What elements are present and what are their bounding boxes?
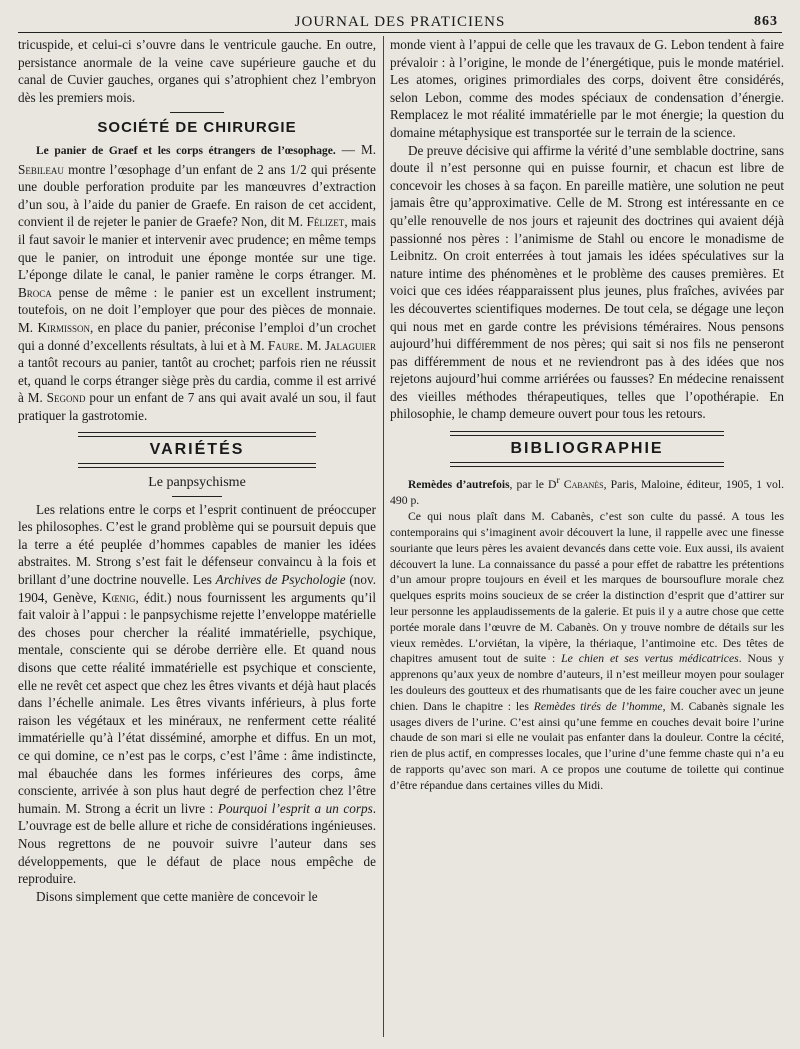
surgeon-name: Jalaguier — [324, 337, 376, 353]
paragraph: De preuve décisive qui affirme la vérité d’une semblable doctrine, sans doute il n’est personne qui en puisse fournir, et chacun est libre de concevoir les choses à sa façon. En pareille matière, une solution ne peut jamais être qu’approximative. Celle de M. Strong est intéressante en ce qu’elle renouvelle de nos jours et rajeunit des doctrines qui avaient déjà passionné nos pères : l’animisme de Stahl ou encore le monadisme de Leibnitz. On croit enterrées à tout jamais les idées spéculatives sur la nature intime des phénomènes et le problème des causes premières. Et voici que ces idées réapparaissent plus jeunes, plus fraîches, avivées par les découvertes scientifiques modernes. De tout cela, se dégage une leçon qui nous met en garde contre les prévisions téméraires. Nous pensons aujourd’hui différemment de nos pères; qui sait si nos fils ne penseront pas différemment de nous et ne reviendront pas à des idées que nos rejetons aujourd’hui comme arriérées ou fausses? En médecine renaissent des vieilles méthodes thérapeutiques, telles que l’opothérapie. En philosophie, le champ demeure ouvert pour tous les retours. — [390, 142, 784, 422]
double-rule — [450, 431, 724, 436]
text-run: . Nous y apprenons qu’aux yeux de nombre d’auteurs, il n’est meilleur moyen pour soulager les douleurs des goutteux et des rhumatisants que de les faire coucher avec un jeune chien. Dans le chapitre : les — [390, 652, 784, 713]
page-number: 863 — [754, 14, 778, 29]
text-run: a tantôt recours au panier, tantôt au crochet; parfois rien ne réussit et, quand le corps étranger siège près du cardia, comme il est arrivé à M. — [18, 355, 376, 406]
surgeon-name: Faure — [267, 337, 300, 353]
text-run: r — [556, 474, 560, 486]
text-run: , par le D — [509, 477, 557, 491]
section-title-surgery: SOCIÉTÉ DE CHIRURGIE — [97, 119, 297, 137]
author-name: Cabanès — [563, 477, 604, 491]
double-rule — [78, 463, 316, 468]
surgeon-name: Broca — [18, 284, 52, 300]
text-run: . L’ouvrage est de belle allure et riche de considérations ingénieuses. Nous regrettons de ne pouvoir suivre l’auteur dans ses développements, que le défaut de place nous empêche de reproduire. — [18, 800, 376, 887]
surgery-paragraph — [18, 141, 376, 425]
chapter-title: Le chien et ses vertus médicatrices — [561, 652, 739, 666]
book-title: Pourquoi l’esprit a un corps — [217, 800, 373, 816]
left-column — [18, 36, 376, 1037]
text-run: . M. — [299, 337, 325, 353]
text-run: , M. Cabanès signale les usages divers de l’urine. C’est ainsi qu’une femme en couches devait boire l’urine chaude de son mari si elle ne voulait pas enfanter dans la douleur. Contre la cécité, rien de plus actif, en compresses locales, que l’urine d’une femme chaste qui n’a eu de rapports qu’avec son mari. A ce propos une coutume de toilette qui continue d’être répandue dans certaines villes du Midi. — [390, 699, 784, 792]
article-title — [18, 474, 376, 497]
article-paragraph: Disons simplement que cette manière de concevoir le — [36, 888, 318, 904]
text-run: — M. — [335, 141, 376, 157]
section-title-bibliographie: BIBLIOGRAPHIE — [510, 440, 664, 458]
book-citation — [390, 473, 784, 509]
running-header — [18, 10, 782, 33]
section-title-varietes: VARIÉTÉS — [149, 441, 245, 459]
text-run: , Paris, Maloine, éditeur, 1905, 1 vol. 490 p. — [390, 477, 784, 508]
article-title-text: Le panpsychisme — [148, 475, 246, 491]
review-paragraph — [390, 509, 784, 793]
book-title: Remèdes d’autrefois — [408, 478, 510, 491]
paragraph: tricuspide, et celui-ci s’ouvre dans le ventricule gauche. En outre, persistance anormale de la veine cave supérieure gauche et du canal de Cuvier gauches, organes qui s’atrophient chez l’embryon dès les premiers mois. — [18, 37, 376, 105]
text-run: , en place du panier, préconise l’emploi d’un crochet qui a donné d’excellents résultats, à lui et à M. — [18, 319, 376, 353]
double-rule — [450, 462, 724, 467]
chapter-title: Remèdes tirés de l’homme — [533, 699, 663, 713]
journal-title: JOURNAL DES PRATICIENS — [294, 14, 506, 30]
section-separator — [170, 112, 224, 113]
title-underline — [172, 496, 222, 497]
text-run: , édit.) nous fournissent les arguments qu’il fait valoir à l’appui : le panpsychisme rejette l’enveloppe matérielle des choses pour chercher la réalité immatérielle, psychique, mentale, consciente qui se dérobe derrière elle. Et quand nous disons que cette réalité immatérielle est psychique et consciente, elle ne revêt cet aspect que chez les êtres vivants et déjà haut placés dans l’échelle animale. Les êtres vivants inférieurs, à plus forte raison les végétaux et les minéraux, ne renferment cette réalité immatérielle qu’à l’état disséminé, amorphe et diffus. En un mot, ce qui domine, ce n’est pas le corps, c’est l’âme : âme indistincte, mal ébauchée dans les formes inférieures des corps, âme consciente, arrivée à son plus haut degré de perfection chez l’être humain. M. Strong a écrit un livre : — [18, 589, 376, 816]
surgery-lead: Le panier de Graef et les corps étrangers de l’œsophage. — [36, 144, 336, 157]
text-run: pour un enfant de 7 ans qui avait avalé un sou, il faut pratiquer la gastrotomie. — [18, 390, 376, 423]
text-run: pense de même : le panier est un excellent instrument; toutefois, on ne doit l’employer que pour des pièces de monnaie. M. — [18, 284, 376, 335]
bibliographie-banner — [390, 431, 784, 467]
column-divider — [383, 36, 384, 1037]
text-run: Ce qui nous plaît dans M. Cabanès, c’est son culte du passé. A tous les contemporains qui s’imaginent avoir découvert la lune, il rappelle avec une finesse souriante que leurs pères les avaient devancés dans cette voie. Eux aussi, ils avaient découvert la lune. La connaissance du passé a pour effet de rabattre les prétentions d’un amour propre toujours en éveil et les marques de boursouflure morale chez quelques esprits moins soucieux de se créer la distinction d’esprit que d’attirer sur leur personne les applaudissements de la galerie. Et puis il y a autre chose que cette portée morale dans l’œuvre de M. Cabanès. On y trouve nombre de détails sur les vieux remèdes. L’orviétan, la vipère, la thériaque, l’antimoine etc. Des têtes de chapitres amusent tout de suite : — [390, 510, 784, 666]
text-run: Les relations entre le corps et l’esprit continuent de préoccuper les philosophes. C’est le grand problème qui se poursuit depuis que la terre a été peuplée d’hommes capables de manier les idées abstraites. M. Strong s’est fait le défenseur convaincu à la fois et brillant d’une doctrine nouvelle. Les — [18, 501, 376, 588]
surgeon-name: Félizet — [306, 214, 345, 230]
text-run: , mais il faut savoir le manier et intervenir avec prudence; en même temps que le panier, on introduit une éponge montée sur une tige. L’éponge dilate le canal, le panier ramène le corps étranger. M. — [18, 214, 376, 283]
journal-name: Archives de Psychologie — [215, 572, 346, 588]
surgeon-name: Kirmisson — [37, 319, 90, 335]
publisher-name: Kœnig — [101, 589, 136, 605]
varietes-banner — [18, 432, 376, 468]
double-rule — [78, 432, 316, 437]
text-run: montre l’œsophage d’un enfant de 2 ans 1/2 qui présente une double perforation produite par les manœuvres d’extraction d’un sou, à l’aide du panier de Graefe. En raison de cet accident, convient il de rejeter le panier de Graefe? Non, dit M. — [18, 161, 376, 230]
surgeon-name: Segond — [46, 390, 86, 406]
paragraph: monde vient à l’appui de celle que les travaux de G. Lebon tendent à faire prévaloir : à l’origine, le monde de l’énergétique, puis le monde matériel. Les atomes, origines primordiales des corps, doivent être considérés, selon Lebon, comme des modes spéciaux de condensation d’énergie. Remplacez le mot réalité immatérielle par le mot énergie; la question du domaine métaphysique est transportée sur le terrain de la science. — [390, 37, 784, 140]
right-column — [390, 36, 784, 1037]
article-paragraph — [18, 501, 376, 888]
text-run: (nov. 1904, Genève, — [18, 572, 376, 605]
surgeon-name: Sebileau — [18, 161, 64, 177]
